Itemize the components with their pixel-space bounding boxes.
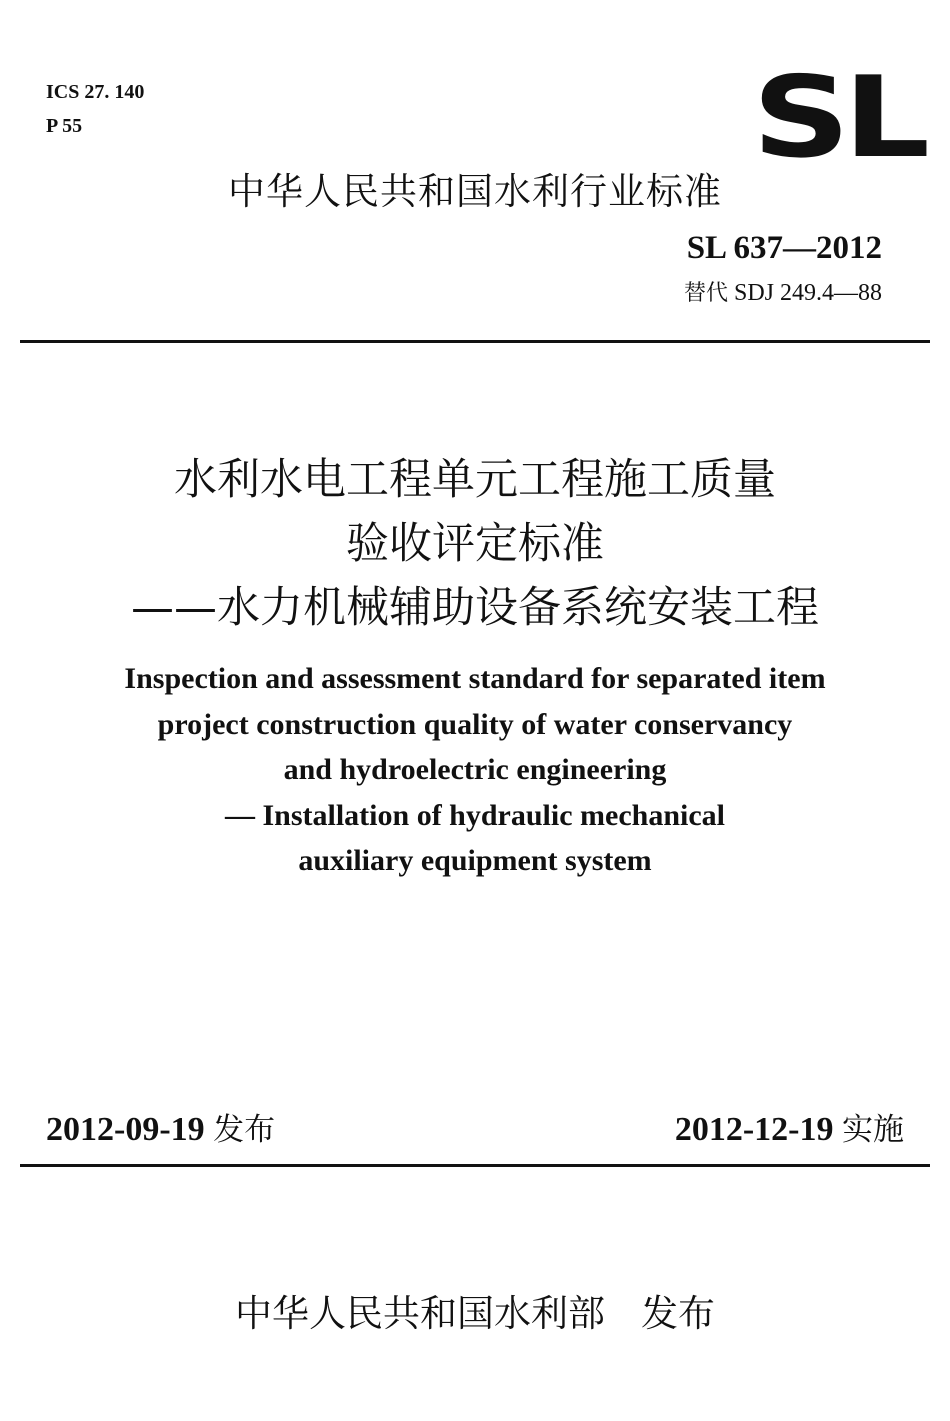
issuer-name: 中华人民共和国水利部 (235, 1292, 605, 1335)
english-title-line-5: auxiliary equipment system (298, 844, 652, 877)
publication-date (46, 1108, 275, 1152)
replaces-note (684, 278, 882, 309)
english-title-line-4: — Installation of hydraulic mechanical (224, 798, 726, 832)
implementation-date (675, 1108, 904, 1152)
replaces-code: SDJ 249.4—88 (733, 280, 882, 306)
top-divider (20, 340, 930, 343)
chinese-title-line-2: 验收评定标准 (346, 519, 604, 569)
standard-number: SL 637—2012 (686, 230, 882, 266)
sl-logo: SL (752, 53, 923, 183)
issuing-authority (0, 1290, 950, 1338)
chinese-title-line-1: 水利水电工程单元工程施工质量 (174, 455, 776, 505)
publication-label: 发布 (213, 1112, 276, 1148)
replaces-prefix: 替代 (683, 281, 728, 306)
english-title (0, 656, 950, 884)
chinese-title-line-3: ——水力机械辅助设备系统安装工程 (131, 583, 819, 633)
p-code: P 55 (46, 115, 83, 137)
bottom-divider (20, 1164, 930, 1167)
english-title-line-3: and hydroelectric engineering (283, 753, 667, 786)
implementation-label: 实施 (842, 1112, 904, 1148)
ics-code: ICS 27. 140 (46, 81, 145, 103)
publication-date-value: 2012-09-19 (46, 1111, 205, 1148)
english-title-line-1: Inspection and assessment standard for separated item (124, 662, 826, 695)
implementation-date-value: 2012-12-19 (674, 1111, 834, 1148)
chinese-title (0, 448, 950, 640)
issuer-action: 发布 (641, 1292, 715, 1335)
english-title-line-2: project construction quality of water conservancy (157, 707, 793, 741)
industry-standard-heading: 中华人民共和国水利行业标准 (228, 170, 722, 213)
